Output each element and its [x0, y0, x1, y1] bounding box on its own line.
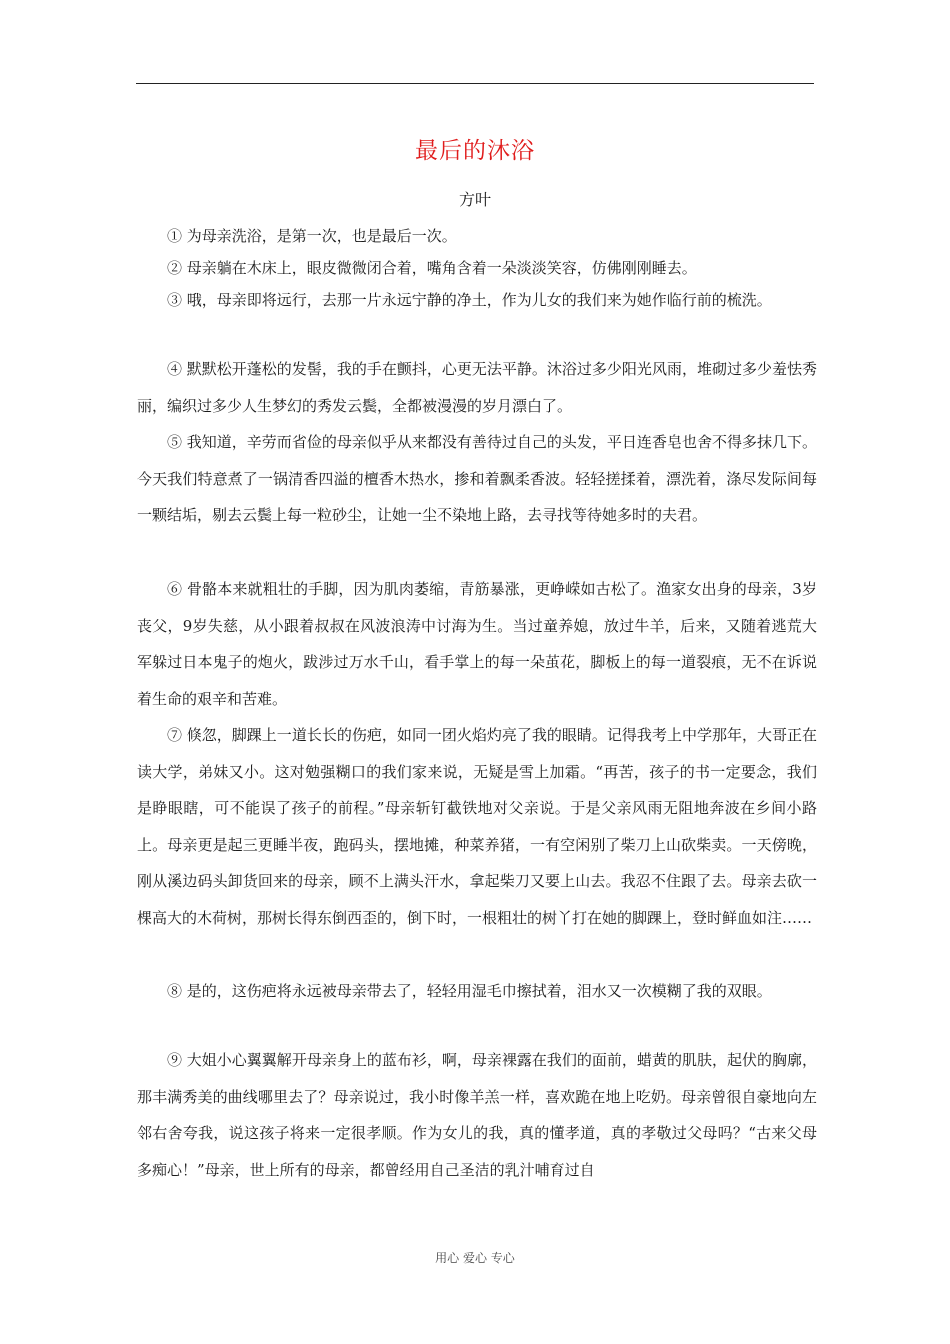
- paragraph-1: ① 为母亲洗浴，是第一次，也是最后一次。: [167, 227, 457, 245]
- article-title: 最后的沐浴: [415, 138, 535, 164]
- paragraph-3: ③ 哦，母亲即将远行，去那一片永远宁静的净土，作为儿女的我们来为她作临行前的梳洗。: [167, 291, 772, 309]
- paragraph-2: ② 母亲躺在木床上，眼皮微微闭合着，嘴角含着一朵淡淡笑容，仿佛刚刚睡去。: [167, 259, 697, 277]
- paragraph-6: ⑥ 骨骼本来就粗壮的手脚，因为肌肉萎缩，青筋暴涨，更峥嵘如古松了。渔家女出身的母亲，3岁丧父，9岁失慈，从小跟着叔叔在风波浪涛中讨海为生。当过童养媳，放过牛羊，后来，又随着逃荒大军躲过日本鬼子的炮火，跋涉过万水千山，看手掌上的每一朵茧花，脚板上的每一道裂痕，无不在诉说着生命的艰辛和苦难。: [137, 580, 817, 708]
- paragraph-8: ⑧ 是的，这伤疤将永远被母亲带去了，轻轻用湿毛巾擦拭着，泪水又一次模糊了我的双眼。: [167, 982, 772, 1000]
- header-rule: [136, 83, 814, 84]
- page-footer: 用心 爱心 专心: [435, 1251, 515, 1265]
- paragraph-4: ④ 默默松开蓬松的发髻，我的手在颤抖，心更无法平静。沐浴过多少阳光风雨，堆砌过多少羞怯秀丽，编织过多少人生梦幻的秀发云鬓，全都被漫漫的岁月漂白了。: [137, 360, 817, 415]
- article-author: 方叶: [458, 190, 491, 209]
- paragraph-5: ⑤ 我知道，辛劳而省俭的母亲似乎从来都没有善待过自己的头发，平日连香皂也舍不得多抹几下。今天我们特意煮了一锅清香四溢的檀香木热水，掺和着飘柔香波。轻轻搓揉着，漂洗着，涤尽发际间每一颗结垢，剔去云鬓上每一粒砂尘，让她一尘不染地上路，去寻找等待她多时的夫君。: [137, 433, 817, 525]
- paragraph-9: ⑨ 大姐小心翼翼解开母亲身上的蓝布衫，啊，母亲裸露在我们的面前，蜡黄的肌肤，起伏的胸廓，那丰满秀美的曲线哪里去了？母亲说过，我小时像羊羔一样，喜欢跪在地上吃奶。母亲曾很自豪地向左邻右舍夸我，说这孩子将来一定很孝顺。作为女儿的我，真的懂孝道，真的孝敬过父母吗？“古来父母多痴心！”母亲，世上所有的母亲，都曾经用自己圣洁的乳汁哺育过自: [137, 1051, 817, 1179]
- paragraph-7: ⑦ 倏忽，脚踝上一道长长的伤疤，如同一团火焰灼亮了我的眼睛。记得我考上中学那年，大哥正在读大学，弟妹又小。这对勉强糊口的我们家来说，无疑是雪上加霜。“再苦，孩子的书一定要念，我们是睁眼瞎，可不能误了孩子的前程。”母亲斩钉截铁地对父亲说。于是父亲风雨无阻地奔波在乡间小路上。母亲更是起三更睡半夜，跑码头，摆地摊，种菜养猪，一有空闲别了柴刀上山砍柴卖。一天傍晚，刚从溪边码头卸货回来的母亲，顾不上满头汗水，拿起柴刀又要上山去。我忍不住跟了去。母亲去砍一棵高大的木荷树，那树长得东倒西歪的，倒下时，一根粗壮的树丫打在她的脚踝上，登时鲜血如注……: [137, 726, 817, 927]
